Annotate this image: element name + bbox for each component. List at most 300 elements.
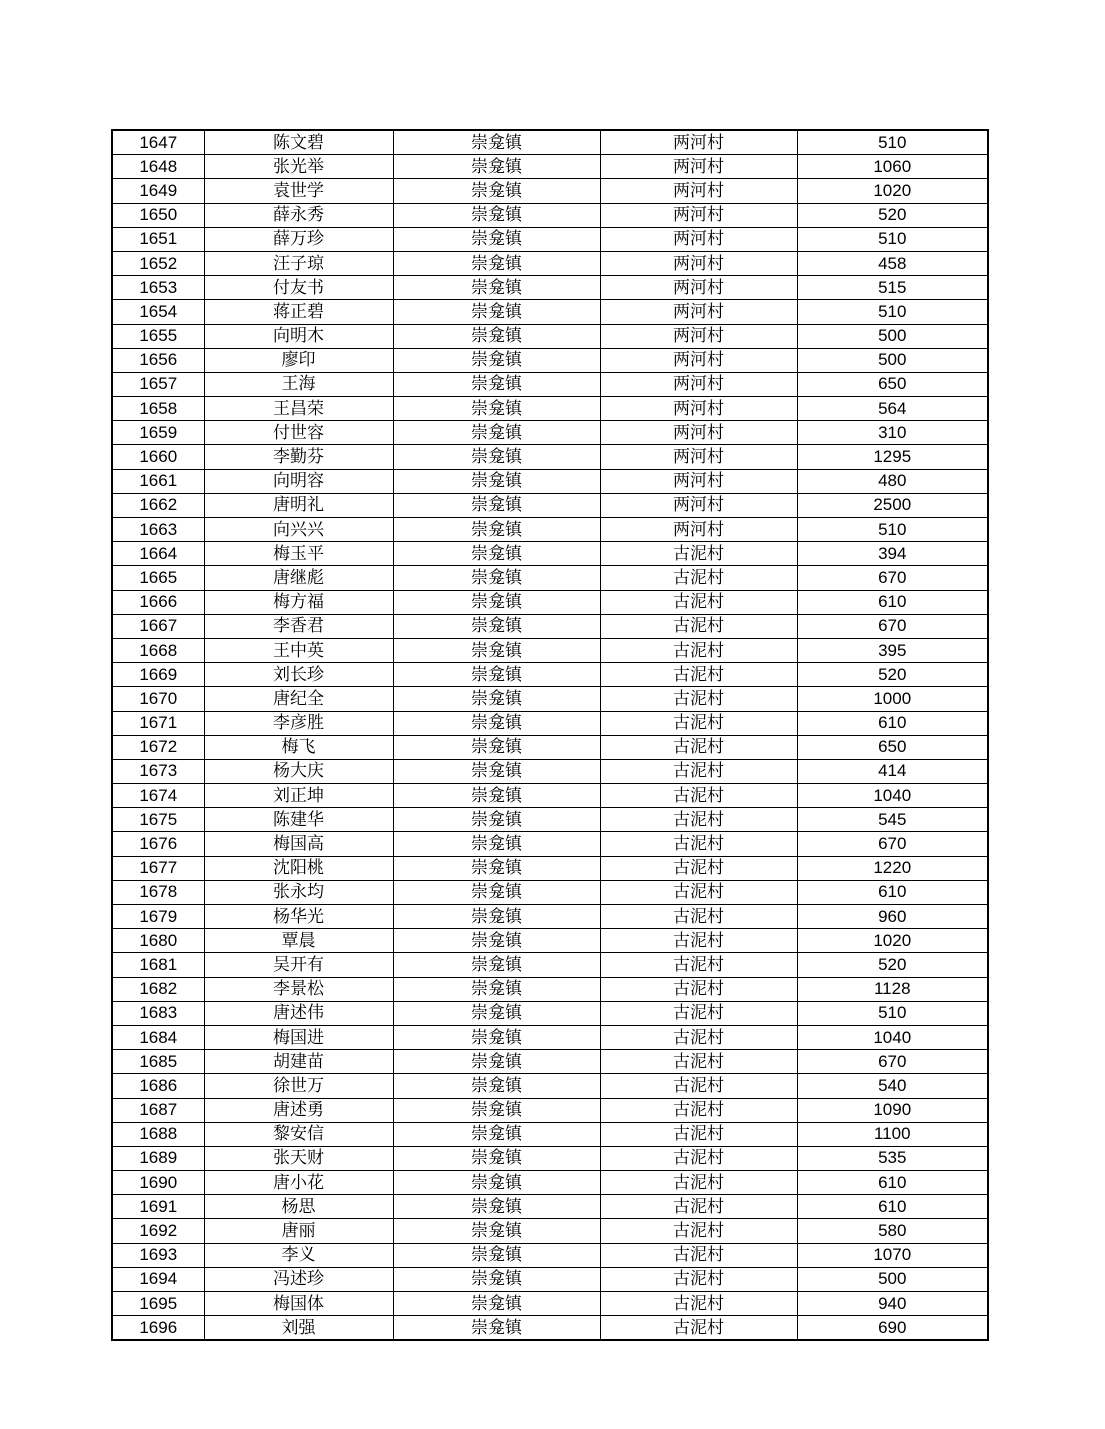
- amount-cell: 510: [797, 227, 988, 251]
- village-cell: 两河村: [600, 397, 797, 421]
- row-number-cell: 1676: [112, 832, 204, 856]
- town-cell: 崇龛镇: [393, 614, 600, 638]
- row-number-cell: 1651: [112, 227, 204, 251]
- amount-cell: 580: [797, 1219, 988, 1243]
- village-cell: 两河村: [600, 421, 797, 445]
- town-cell: 崇龛镇: [393, 276, 600, 300]
- amount-cell: 510: [797, 130, 988, 155]
- table-row: [112, 1219, 988, 1243]
- name-cell: 张光举: [204, 155, 393, 179]
- row-number-cell: 1682: [112, 977, 204, 1001]
- name-cell: 胡建苗: [204, 1050, 393, 1074]
- name-cell: 徐世万: [204, 1074, 393, 1098]
- table-row: [112, 251, 988, 275]
- name-cell: 杨大庆: [204, 759, 393, 783]
- name-cell: 付世容: [204, 421, 393, 445]
- row-number-cell: 1652: [112, 251, 204, 275]
- table-row: [112, 832, 988, 856]
- amount-cell: 670: [797, 614, 988, 638]
- amount-cell: 2500: [797, 493, 988, 517]
- name-cell: 王海: [204, 372, 393, 396]
- town-cell: 崇龛镇: [393, 1292, 600, 1316]
- village-cell: 古泥村: [600, 1050, 797, 1074]
- amount-cell: 500: [797, 348, 988, 372]
- village-cell: 两河村: [600, 493, 797, 517]
- table-row: [112, 1122, 988, 1146]
- village-cell: 古泥村: [600, 929, 797, 953]
- row-number-cell: 1655: [112, 324, 204, 348]
- village-cell: 古泥村: [600, 590, 797, 614]
- amount-cell: 564: [797, 397, 988, 421]
- amount-cell: 1090: [797, 1098, 988, 1122]
- row-number-cell: 1668: [112, 638, 204, 662]
- village-cell: 古泥村: [600, 687, 797, 711]
- name-cell: 唐述勇: [204, 1098, 393, 1122]
- town-cell: 崇龛镇: [393, 251, 600, 275]
- village-cell: 两河村: [600, 469, 797, 493]
- village-cell: 古泥村: [600, 1146, 797, 1170]
- table-row: [112, 227, 988, 251]
- table-row: [112, 953, 988, 977]
- row-number-cell: 1678: [112, 880, 204, 904]
- amount-cell: 610: [797, 1171, 988, 1195]
- table-row: [112, 469, 988, 493]
- table-row: [112, 590, 988, 614]
- name-cell: 杨华光: [204, 905, 393, 929]
- row-number-cell: 1674: [112, 784, 204, 808]
- town-cell: 崇龛镇: [393, 1025, 600, 1049]
- town-cell: 崇龛镇: [393, 953, 600, 977]
- amount-cell: 540: [797, 1074, 988, 1098]
- town-cell: 崇龛镇: [393, 542, 600, 566]
- name-cell: 吴开有: [204, 953, 393, 977]
- town-cell: 崇龛镇: [393, 880, 600, 904]
- row-number-cell: 1675: [112, 808, 204, 832]
- row-number-cell: 1658: [112, 397, 204, 421]
- amount-cell: 510: [797, 1001, 988, 1025]
- village-cell: 两河村: [600, 445, 797, 469]
- table-row: [112, 1267, 988, 1291]
- row-number-cell: 1647: [112, 130, 204, 155]
- row-number-cell: 1684: [112, 1025, 204, 1049]
- amount-cell: 610: [797, 1195, 988, 1219]
- village-cell: 古泥村: [600, 638, 797, 662]
- row-number-cell: 1692: [112, 1219, 204, 1243]
- table-row: [112, 614, 988, 638]
- name-cell: 梅方福: [204, 590, 393, 614]
- village-cell: 古泥村: [600, 566, 797, 590]
- town-cell: 崇龛镇: [393, 1171, 600, 1195]
- row-number-cell: 1650: [112, 203, 204, 227]
- amount-cell: 650: [797, 735, 988, 759]
- village-cell: 两河村: [600, 518, 797, 542]
- row-number-cell: 1672: [112, 735, 204, 759]
- village-cell: 古泥村: [600, 1316, 797, 1341]
- name-cell: 沈阳桃: [204, 856, 393, 880]
- village-cell: 两河村: [600, 348, 797, 372]
- table-row: [112, 880, 988, 904]
- village-cell: 古泥村: [600, 1074, 797, 1098]
- name-cell: 唐述伟: [204, 1001, 393, 1025]
- table-row: [112, 179, 988, 203]
- amount-cell: 1000: [797, 687, 988, 711]
- row-number-cell: 1689: [112, 1146, 204, 1170]
- row-number-cell: 1669: [112, 663, 204, 687]
- town-cell: 崇龛镇: [393, 1267, 600, 1291]
- table-row: [112, 759, 988, 783]
- village-cell: 古泥村: [600, 759, 797, 783]
- town-cell: 崇龛镇: [393, 421, 600, 445]
- row-number-cell: 1687: [112, 1098, 204, 1122]
- name-cell: 向明容: [204, 469, 393, 493]
- name-cell: 刘强: [204, 1316, 393, 1341]
- name-cell: 李彦胜: [204, 711, 393, 735]
- table-row: [112, 929, 988, 953]
- table-row: [112, 518, 988, 542]
- amount-cell: 414: [797, 759, 988, 783]
- name-cell: 唐小花: [204, 1171, 393, 1195]
- town-cell: 崇龛镇: [393, 1195, 600, 1219]
- town-cell: 崇龛镇: [393, 1219, 600, 1243]
- town-cell: 崇龛镇: [393, 711, 600, 735]
- name-cell: 覃晨: [204, 929, 393, 953]
- table-row: [112, 130, 988, 155]
- village-cell: 两河村: [600, 324, 797, 348]
- name-cell: 王昌荣: [204, 397, 393, 421]
- name-cell: 刘正坤: [204, 784, 393, 808]
- village-cell: 古泥村: [600, 663, 797, 687]
- town-cell: 崇龛镇: [393, 130, 600, 155]
- name-cell: 李勤芬: [204, 445, 393, 469]
- amount-cell: 1020: [797, 179, 988, 203]
- town-cell: 崇龛镇: [393, 155, 600, 179]
- table-row: [112, 300, 988, 324]
- village-cell: 古泥村: [600, 1243, 797, 1267]
- table-row: [112, 977, 988, 1001]
- town-cell: 崇龛镇: [393, 905, 600, 929]
- town-cell: 崇龛镇: [393, 856, 600, 880]
- row-number-cell: 1685: [112, 1050, 204, 1074]
- amount-cell: 610: [797, 711, 988, 735]
- row-number-cell: 1681: [112, 953, 204, 977]
- town-cell: 崇龛镇: [393, 1122, 600, 1146]
- table-row: [112, 905, 988, 929]
- town-cell: 崇龛镇: [393, 1098, 600, 1122]
- table-row: [112, 663, 988, 687]
- name-cell: 付友书: [204, 276, 393, 300]
- row-number-cell: 1686: [112, 1074, 204, 1098]
- name-cell: 陈建华: [204, 808, 393, 832]
- amount-cell: 670: [797, 832, 988, 856]
- table-row: [112, 1146, 988, 1170]
- town-cell: 崇龛镇: [393, 1243, 600, 1267]
- village-cell: 古泥村: [600, 856, 797, 880]
- table-row: [112, 735, 988, 759]
- town-cell: 崇龛镇: [393, 493, 600, 517]
- amount-cell: 500: [797, 1267, 988, 1291]
- village-cell: 古泥村: [600, 1219, 797, 1243]
- town-cell: 崇龛镇: [393, 1050, 600, 1074]
- name-cell: 张天财: [204, 1146, 393, 1170]
- town-cell: 崇龛镇: [393, 1001, 600, 1025]
- village-cell: 两河村: [600, 130, 797, 155]
- village-cell: 古泥村: [600, 1292, 797, 1316]
- amount-cell: 1060: [797, 155, 988, 179]
- town-cell: 崇龛镇: [393, 300, 600, 324]
- table-row: [112, 348, 988, 372]
- name-cell: 张永均: [204, 880, 393, 904]
- amount-cell: 1040: [797, 784, 988, 808]
- village-cell: 两河村: [600, 251, 797, 275]
- town-cell: 崇龛镇: [393, 1316, 600, 1341]
- name-cell: 袁世学: [204, 179, 393, 203]
- table-row: [112, 493, 988, 517]
- village-cell: 古泥村: [600, 1001, 797, 1025]
- row-number-cell: 1654: [112, 300, 204, 324]
- amount-cell: 670: [797, 1050, 988, 1074]
- table-body: [112, 130, 988, 1340]
- table-row: [112, 203, 988, 227]
- village-cell: 古泥村: [600, 735, 797, 759]
- amount-cell: 515: [797, 276, 988, 300]
- name-cell: 唐纪全: [204, 687, 393, 711]
- town-cell: 崇龛镇: [393, 372, 600, 396]
- amount-cell: 535: [797, 1146, 988, 1170]
- amount-cell: 610: [797, 590, 988, 614]
- amount-cell: 1070: [797, 1243, 988, 1267]
- row-number-cell: 1662: [112, 493, 204, 517]
- table-row: [112, 856, 988, 880]
- row-number-cell: 1664: [112, 542, 204, 566]
- village-cell: 古泥村: [600, 880, 797, 904]
- amount-cell: 1128: [797, 977, 988, 1001]
- village-cell: 古泥村: [600, 808, 797, 832]
- amount-cell: 650: [797, 372, 988, 396]
- row-number-cell: 1653: [112, 276, 204, 300]
- amount-cell: 670: [797, 566, 988, 590]
- row-number-cell: 1693: [112, 1243, 204, 1267]
- town-cell: 崇龛镇: [393, 977, 600, 1001]
- table-row: [112, 711, 988, 735]
- village-cell: 古泥村: [600, 1267, 797, 1291]
- town-cell: 崇龛镇: [393, 759, 600, 783]
- amount-cell: 1220: [797, 856, 988, 880]
- row-number-cell: 1656: [112, 348, 204, 372]
- row-number-cell: 1680: [112, 929, 204, 953]
- village-cell: 古泥村: [600, 977, 797, 1001]
- row-number-cell: 1648: [112, 155, 204, 179]
- town-cell: 崇龛镇: [393, 687, 600, 711]
- name-cell: 梅国进: [204, 1025, 393, 1049]
- village-cell: 古泥村: [600, 1122, 797, 1146]
- amount-cell: 510: [797, 300, 988, 324]
- town-cell: 崇龛镇: [393, 518, 600, 542]
- village-cell: 古泥村: [600, 1098, 797, 1122]
- village-cell: 两河村: [600, 203, 797, 227]
- row-number-cell: 1657: [112, 372, 204, 396]
- village-cell: 古泥村: [600, 1195, 797, 1219]
- row-number-cell: 1663: [112, 518, 204, 542]
- name-cell: 廖印: [204, 348, 393, 372]
- amount-cell: 510: [797, 518, 988, 542]
- row-number-cell: 1696: [112, 1316, 204, 1341]
- amount-cell: 520: [797, 663, 988, 687]
- town-cell: 崇龛镇: [393, 638, 600, 662]
- village-cell: 两河村: [600, 155, 797, 179]
- village-cell: 古泥村: [600, 1171, 797, 1195]
- town-cell: 崇龛镇: [393, 663, 600, 687]
- town-cell: 崇龛镇: [393, 832, 600, 856]
- town-cell: 崇龛镇: [393, 179, 600, 203]
- table-row: [112, 1243, 988, 1267]
- town-cell: 崇龛镇: [393, 929, 600, 953]
- row-number-cell: 1670: [112, 687, 204, 711]
- village-cell: 两河村: [600, 179, 797, 203]
- name-cell: 梅国体: [204, 1292, 393, 1316]
- row-number-cell: 1690: [112, 1171, 204, 1195]
- village-cell: 古泥村: [600, 953, 797, 977]
- row-number-cell: 1677: [112, 856, 204, 880]
- name-cell: 刘长珍: [204, 663, 393, 687]
- amount-cell: 960: [797, 905, 988, 929]
- name-cell: 梅国高: [204, 832, 393, 856]
- town-cell: 崇龛镇: [393, 590, 600, 614]
- row-number-cell: 1691: [112, 1195, 204, 1219]
- town-cell: 崇龛镇: [393, 397, 600, 421]
- table-row: [112, 1171, 988, 1195]
- table-row: [112, 1050, 988, 1074]
- town-cell: 崇龛镇: [393, 735, 600, 759]
- name-cell: 向明木: [204, 324, 393, 348]
- name-cell: 薛万珍: [204, 227, 393, 251]
- table-row: [112, 1025, 988, 1049]
- name-cell: 唐继彪: [204, 566, 393, 590]
- table-row: [112, 542, 988, 566]
- town-cell: 崇龛镇: [393, 1074, 600, 1098]
- table-row: [112, 1316, 988, 1341]
- town-cell: 崇龛镇: [393, 203, 600, 227]
- row-number-cell: 1660: [112, 445, 204, 469]
- town-cell: 崇龛镇: [393, 1146, 600, 1170]
- row-number-cell: 1649: [112, 179, 204, 203]
- table-row: [112, 638, 988, 662]
- amount-cell: 545: [797, 808, 988, 832]
- row-number-cell: 1688: [112, 1122, 204, 1146]
- name-cell: 冯述珍: [204, 1267, 393, 1291]
- amount-cell: 395: [797, 638, 988, 662]
- village-cell: 古泥村: [600, 542, 797, 566]
- name-cell: 李香君: [204, 614, 393, 638]
- village-cell: 古泥村: [600, 832, 797, 856]
- row-number-cell: 1659: [112, 421, 204, 445]
- amount-cell: 940: [797, 1292, 988, 1316]
- name-cell: 陈文碧: [204, 130, 393, 155]
- name-cell: 薛永秀: [204, 203, 393, 227]
- amount-cell: 394: [797, 542, 988, 566]
- name-cell: 汪子琼: [204, 251, 393, 275]
- village-cell: 古泥村: [600, 614, 797, 638]
- name-cell: 王中英: [204, 638, 393, 662]
- table-row: [112, 276, 988, 300]
- name-cell: 唐明礼: [204, 493, 393, 517]
- village-cell: 两河村: [600, 372, 797, 396]
- name-cell: 梅飞: [204, 735, 393, 759]
- town-cell: 崇龛镇: [393, 784, 600, 808]
- table-row: [112, 1098, 988, 1122]
- amount-cell: 310: [797, 421, 988, 445]
- table-row: [112, 372, 988, 396]
- amount-cell: 480: [797, 469, 988, 493]
- name-cell: 蒋正碧: [204, 300, 393, 324]
- village-cell: 两河村: [600, 227, 797, 251]
- amount-cell: 500: [797, 324, 988, 348]
- data-table: [111, 129, 989, 1341]
- name-cell: 向兴兴: [204, 518, 393, 542]
- name-cell: 李景松: [204, 977, 393, 1001]
- row-number-cell: 1666: [112, 590, 204, 614]
- town-cell: 崇龛镇: [393, 227, 600, 251]
- row-number-cell: 1667: [112, 614, 204, 638]
- town-cell: 崇龛镇: [393, 566, 600, 590]
- amount-cell: 690: [797, 1316, 988, 1341]
- table-row: [112, 1074, 988, 1098]
- table-row: [112, 1292, 988, 1316]
- row-number-cell: 1695: [112, 1292, 204, 1316]
- table-row: [112, 1195, 988, 1219]
- amount-cell: 1040: [797, 1025, 988, 1049]
- amount-cell: 520: [797, 203, 988, 227]
- row-number-cell: 1694: [112, 1267, 204, 1291]
- village-cell: 古泥村: [600, 905, 797, 929]
- table-row: [112, 1001, 988, 1025]
- table-row: [112, 808, 988, 832]
- name-cell: 杨思: [204, 1195, 393, 1219]
- table-row: [112, 687, 988, 711]
- village-cell: 古泥村: [600, 711, 797, 735]
- table-row: [112, 155, 988, 179]
- row-number-cell: 1673: [112, 759, 204, 783]
- row-number-cell: 1671: [112, 711, 204, 735]
- table-row: [112, 397, 988, 421]
- town-cell: 崇龛镇: [393, 469, 600, 493]
- name-cell: 李义: [204, 1243, 393, 1267]
- table-row: [112, 566, 988, 590]
- row-number-cell: 1679: [112, 905, 204, 929]
- village-cell: 古泥村: [600, 1025, 797, 1049]
- row-number-cell: 1665: [112, 566, 204, 590]
- table-row: [112, 784, 988, 808]
- table-row: [112, 324, 988, 348]
- amount-cell: 1100: [797, 1122, 988, 1146]
- town-cell: 崇龛镇: [393, 808, 600, 832]
- amount-cell: 1020: [797, 929, 988, 953]
- town-cell: 崇龛镇: [393, 445, 600, 469]
- table-row: [112, 421, 988, 445]
- town-cell: 崇龛镇: [393, 348, 600, 372]
- village-cell: 古泥村: [600, 784, 797, 808]
- name-cell: 梅玉平: [204, 542, 393, 566]
- amount-cell: 1295: [797, 445, 988, 469]
- amount-cell: 458: [797, 251, 988, 275]
- table-row: [112, 445, 988, 469]
- name-cell: 黎安信: [204, 1122, 393, 1146]
- amount-cell: 520: [797, 953, 988, 977]
- amount-cell: 610: [797, 880, 988, 904]
- row-number-cell: 1683: [112, 1001, 204, 1025]
- row-number-cell: 1661: [112, 469, 204, 493]
- town-cell: 崇龛镇: [393, 324, 600, 348]
- village-cell: 两河村: [600, 300, 797, 324]
